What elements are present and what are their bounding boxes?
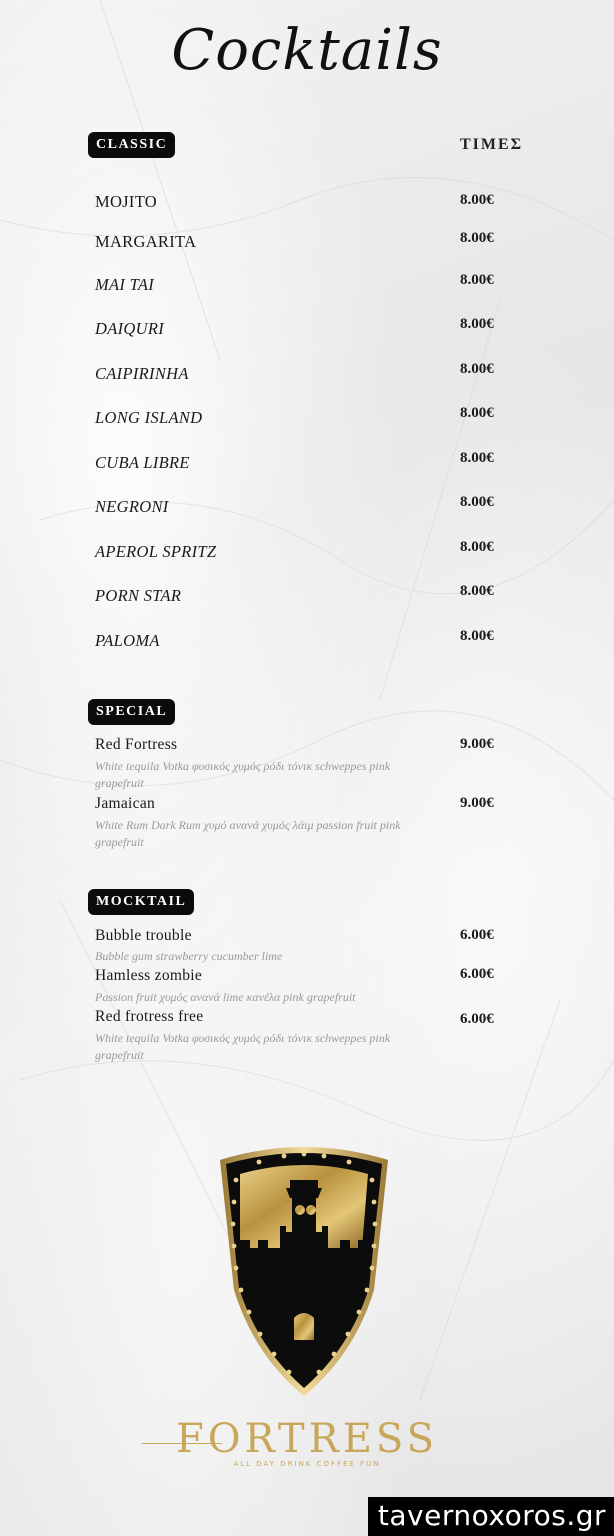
section-badge-special: SPECIAL bbox=[88, 699, 175, 725]
menu-item-name: APEROL SPRITZ bbox=[95, 542, 217, 561]
menu-item-price: 6.00€ bbox=[460, 1011, 494, 1027]
fortress-shield-logo bbox=[214, 1140, 394, 1400]
menu-item-price: 8.00€ bbox=[460, 192, 494, 208]
menu-item-name: PALOMA bbox=[95, 631, 160, 650]
menu-item-name: NEGRONI bbox=[95, 497, 169, 516]
menu-item-description: White tequila Votka φυσικός χυμός ρόδι τόνικ schweppes pink grapefruit bbox=[95, 759, 391, 790]
menu-item-price: 8.00€ bbox=[460, 494, 494, 510]
menu-item-name: MARGARITA bbox=[95, 232, 197, 251]
menu-item-name: PORN STAR bbox=[95, 586, 182, 605]
menu-item-name: MOJITO bbox=[95, 192, 157, 211]
brand-name: FORTRESS bbox=[175, 1416, 439, 1462]
menu-item-price: 9.00€ bbox=[460, 736, 494, 752]
page-title: Cocktails bbox=[171, 18, 443, 83]
watermark: tavernoxoros.gr bbox=[368, 1497, 614, 1536]
menu-item-price: 8.00€ bbox=[460, 316, 494, 332]
menu-item-description: Bubble gum strawberry cucumber lime bbox=[95, 949, 283, 963]
menu-item-name: CAIPIRINHA bbox=[95, 364, 189, 383]
prices-header: ΤΙΜΕΣ bbox=[460, 136, 524, 153]
menu-item-name: DAIQURI bbox=[95, 319, 164, 338]
menu-item-description: White tequila Votka φυσικός χυμός ρόδι τόνικ schweppes pink grapefruit bbox=[95, 1031, 391, 1062]
menu-item-price: 8.00€ bbox=[460, 628, 494, 644]
menu-item-name: Jamaican bbox=[95, 795, 156, 812]
section-badge-classic: CLASSIC bbox=[88, 132, 175, 158]
menu-item-price: 9.00€ bbox=[460, 795, 494, 811]
brand-tagline: ALL DAY DRINK COFFEE FUN bbox=[233, 1460, 381, 1468]
menu-item-price: 8.00€ bbox=[460, 539, 494, 555]
menu-item-price: 8.00€ bbox=[460, 361, 494, 377]
menu-item-price: 8.00€ bbox=[460, 405, 494, 421]
menu-item-name: LONG ISLAND bbox=[95, 408, 203, 427]
menu-item-price: 8.00€ bbox=[460, 272, 494, 288]
menu-item-name: CUBA LIBRE bbox=[95, 453, 190, 472]
menu-item-description: White Rum Dark Rum χυμό ανανά χυμός λάιμ passion fruit pink grapefruit bbox=[95, 818, 401, 849]
menu-item-price: 6.00€ bbox=[460, 927, 494, 943]
menu-item-price: 8.00€ bbox=[460, 450, 494, 466]
menu-item-name: Bubble trouble bbox=[95, 927, 192, 944]
menu-item-name: Hamless zombie bbox=[95, 967, 203, 984]
menu-item-name: MAI TAI bbox=[95, 275, 155, 294]
section-badge-mocktail: MOCKTAIL bbox=[88, 889, 194, 915]
menu-item-price: 8.00€ bbox=[460, 230, 494, 246]
menu-item-description: Passion fruit χυμός ανανά lime κανέλα pink grapefruit bbox=[95, 990, 356, 1004]
menu-item-price: 8.00€ bbox=[460, 583, 494, 599]
menu-item-name: Red frotress free bbox=[95, 1008, 204, 1025]
menu-item-price: 6.00€ bbox=[460, 966, 494, 982]
menu-item-name: Red Fortress bbox=[95, 736, 178, 753]
